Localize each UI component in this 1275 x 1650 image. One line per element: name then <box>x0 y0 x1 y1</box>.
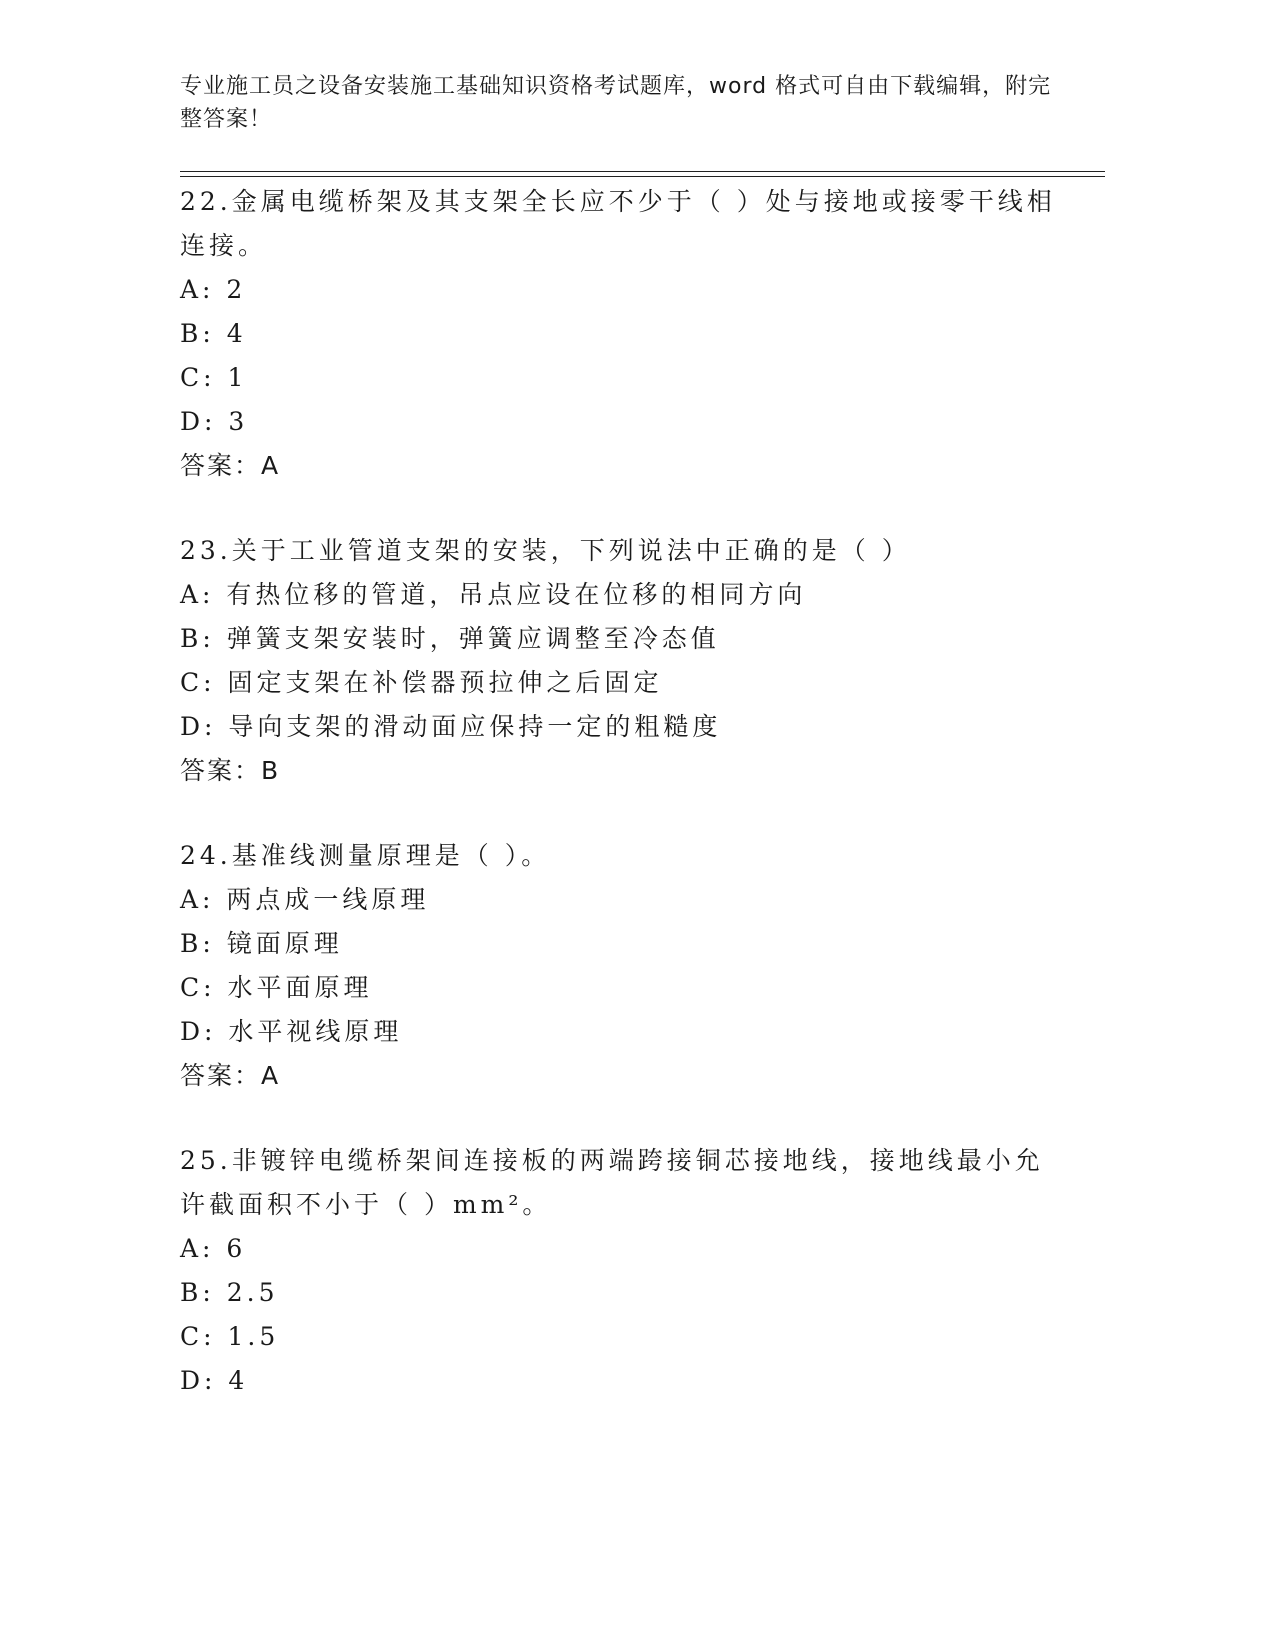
option-b: B: 4 <box>180 319 247 348</box>
question-25 <box>180 1139 1060 1403</box>
option-a: A: 有热位移的管道，吊点应设在位移的相同方向 <box>180 580 807 609</box>
header-divider-top <box>180 171 1105 172</box>
question-text: 25.非镀锌电缆桥架间连接板的两端跨接铜芯接地线，接地线最小允许截面积不小于（ ）mm²。 <box>180 1146 1044 1219</box>
option-a: A: 6 <box>180 1234 247 1263</box>
option-c: C: 水平面原理 <box>180 973 373 1002</box>
option-d: D: 水平视线原理 <box>180 1017 403 1046</box>
option-d: D: 导向支架的滑动面应保持一定的粗糙度 <box>180 712 722 741</box>
question-23 <box>180 529 1060 792</box>
question-text: 22.金属电缆桥架及其支架全长应不少于（ ）处与接地或接零干线相连接。 <box>180 187 1056 260</box>
question-list <box>180 180 1060 1445</box>
option-d: D: 4 <box>180 1366 249 1395</box>
question-text: 24.基准线测量原理是（ ）。 <box>180 841 551 870</box>
document-header: 专业施工员之设备安装施工基础知识资格考试题库，word 格式可自由下载编辑，附完整答案！ <box>180 74 1052 132</box>
header-divider-bottom <box>180 176 1105 177</box>
option-b: B: 弹簧支架安装时，弹簧应调整至冷态值 <box>180 624 720 653</box>
option-a: A: 两点成一线原理 <box>180 885 430 914</box>
option-a: A: 2 <box>180 275 247 304</box>
option-d: D: 3 <box>180 407 249 436</box>
option-c: C: 1.5 <box>180 1322 280 1351</box>
question-24 <box>180 834 1060 1097</box>
option-c: C: 固定支架在补偿器预拉伸之后固定 <box>180 668 663 697</box>
answer-line: 答案：A <box>180 451 281 480</box>
option-c: C: 1 <box>180 363 248 392</box>
option-b: B: 镜面原理 <box>180 929 343 958</box>
option-b: B: 2.5 <box>180 1278 279 1307</box>
answer-line: 答案：A <box>180 1061 281 1090</box>
question-22 <box>180 180 1060 487</box>
question-text: 23.关于工业管道支架的安装，下列说法中正确的是（ ） <box>180 536 911 565</box>
answer-line: 答案：B <box>180 756 281 785</box>
